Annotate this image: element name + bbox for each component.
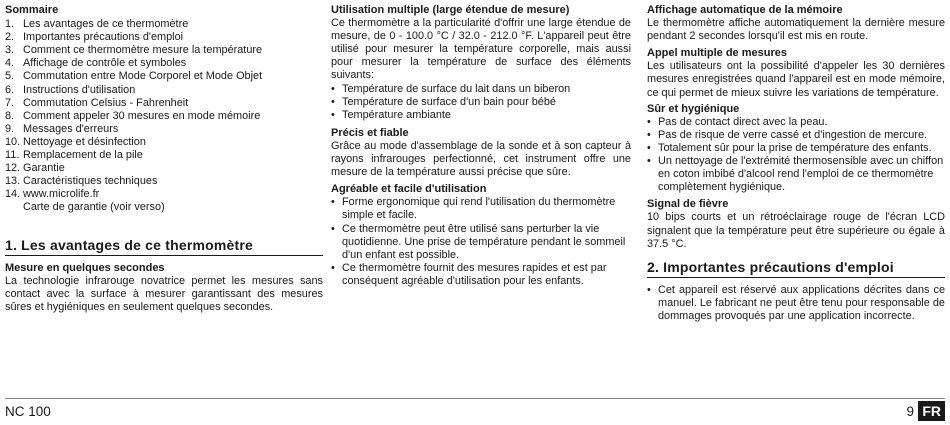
toc-item — [5, 188, 323, 201]
bullet-item: • Température de surface d'un bain pour bébé — [331, 96, 631, 109]
recall-text: Les utilisateurs ont la possibilité d'appeler les 30 dernières mesures enregistrées quand l'appareil est en mode mémoire, ce qui permet de mieux suivre les variations de température. — [647, 60, 945, 99]
column-left — [5, 4, 323, 314]
section-2-bullets — [647, 284, 945, 323]
toc-list — [5, 18, 323, 201]
multi-title: Utilisation multiple (large étendue de mesure) — [331, 4, 570, 16]
toc-item — [5, 136, 323, 149]
bullet-item: • Pas de contact direct avec la peau. — [647, 116, 945, 129]
toc-item-num: 1. — [5, 18, 15, 31]
bullet-item: • Pas de risque de verre cassé et d'ingestion de mercure. — [647, 129, 945, 142]
section-1-text: La technologie infrarouge novatrice permet les mesures sans contact avec la surface à mesurer garantissant des mesures sûres et hygiéniques en seulement quelques secondes. — [5, 274, 323, 313]
toc-item-num: 11. — [5, 149, 20, 162]
multi-text: Ce thermomètre a la particularité d'offrir une large étendue de mesure, de 0 - 100.0 °C / 32.0 - 212.0 °F. L'appareil peut être utilisé pour mesurer la température corporelle, mais aussi pour mesurer la température de surface des éléments suivants: — [331, 17, 631, 82]
section-1-subtitle: Mesure en quelques secondes — [5, 261, 165, 274]
bullet-item: • Forme ergonomique qui rend l'utilisation du thermomètre simple et facile. — [331, 196, 631, 222]
toc-item — [5, 57, 323, 70]
toc-item-label: Messages d'erreurs — [23, 122, 119, 135]
footer-model: NC 100 — [5, 404, 51, 419]
safe-title: Sûr et hygiénique — [647, 102, 740, 115]
bullet-item: • Un nettoyage de l'extrémité thermosensible avec un chiffon en coton imbibé d'alcool rend l'emploi de ce thermomètre complètement hygiénique. — [647, 155, 945, 194]
toc-item — [5, 110, 323, 123]
toc-item-label: Nettoyage et désinfection — [23, 135, 146, 148]
bullet-item: • Ce thermomètre peut être utilisé sans perturber la vie quotidienne. Une prise de température pendant le sommeil d'un enfant est possible. — [331, 223, 631, 262]
toc-item — [5, 70, 323, 83]
toc-item — [5, 149, 323, 162]
toc-item — [5, 97, 323, 110]
easy-bullets — [331, 196, 631, 288]
toc-item-label: Commutation Celsius - Fahrenheit — [23, 96, 189, 109]
autodisplay-text: Le thermomètre affiche automatiquement la dernière mesure pendant 2 secondes lorsqu'il est mis en route. — [647, 17, 945, 43]
column-middle — [331, 4, 631, 288]
toc-item — [5, 162, 323, 175]
toc-item-num: 14. — [5, 188, 21, 201]
column-right — [647, 4, 945, 323]
bullet-item: • Cet appareil est réservé aux applications décrites dans ce manuel. Le fabricant ne peut être tenu pour responsable de dommages provoqués par une application incorrecte. — [647, 284, 945, 323]
bullet-item: • Ce thermomètre fournit des mesures rapides et est par conséquent agréable d'utilisation pour les enfants. — [331, 262, 631, 288]
toc-item-num: 12. — [5, 162, 21, 175]
toc-item-label: Comment appeler 30 mesures en mode mémoire — [23, 109, 261, 122]
page-number: 9 — [906, 404, 914, 419]
toc-warranty-note: Carte de garantie (voir verso) — [23, 201, 165, 214]
toc-item — [5, 31, 323, 44]
toc-item-num: 8. — [5, 109, 15, 122]
multi-bullets — [331, 83, 631, 122]
bullet-item: • Température de surface du lait dans un biberon — [331, 83, 631, 96]
fever-title: Signal de fièvre — [647, 198, 729, 211]
section-1-heading: 1. Les avantages de ce thermomètre — [5, 239, 323, 256]
toc-item-label: Caractéristiques techniques — [23, 175, 158, 188]
toc-item — [5, 123, 323, 136]
toc-item-label: Importantes précautions d'emploi — [23, 31, 184, 44]
toc-item-num: 4. — [5, 57, 15, 70]
toc-item — [5, 44, 323, 57]
toc-item-num: 6. — [5, 83, 15, 96]
toc-item — [5, 18, 323, 31]
toc-item-label: www.microlife.fr — [23, 188, 100, 201]
toc-item-num: 2. — [5, 31, 15, 44]
toc-item-label: Comment ce thermomètre mesure la température — [23, 44, 263, 57]
toc-item-label: Instructions d'utilisation — [23, 83, 136, 96]
toc-item-num: 3. — [5, 44, 15, 57]
toc-item-num: 5. — [5, 70, 15, 83]
toc-item-label: Commutation entre Mode Corporel et Mode Objet — [23, 70, 263, 83]
recall-title: Appel multiple de mesures — [647, 47, 787, 60]
toc-item-label: Remplacement de la pile — [23, 149, 143, 162]
toc-item-label: Garantie — [23, 162, 65, 175]
toc-title: Sommaire — [5, 4, 59, 16]
fever-text: 10 bips courts et un rétroéclairage rouge de l'écran LCD signalent que la température peut être supérieure ou égale à 37.5 °C. — [647, 211, 945, 250]
toc-item — [5, 84, 323, 97]
language-badge: FR — [918, 401, 945, 421]
easy-title: Agréable et facile d'utilisation — [331, 183, 487, 196]
precise-title: Précis et fiable — [331, 126, 409, 139]
autodisplay-title: Affichage automatique de la mémoire — [647, 4, 843, 16]
precise-text: Grâce au mode d'assemblage de la sonde et à son capteur à rayons infrarouges perfectionné, cet instrument offre une mesure de la température aussi précise que sûre. — [331, 139, 631, 179]
toc-item — [5, 175, 323, 188]
toc-item-num: 9. — [5, 122, 15, 135]
footer-divider — [5, 398, 945, 399]
toc-item-label: Les avantages de ce thermomètre — [23, 18, 189, 31]
toc-item-num: 7. — [5, 96, 15, 109]
toc-item-num: 13. — [5, 175, 21, 188]
bullet-item: • Température ambiante — [331, 109, 631, 122]
toc-item-label: Affichage de contrôle et symboles — [23, 57, 187, 70]
section-2-heading: 2. Importantes précautions d'emploi — [647, 261, 945, 278]
safe-bullets — [647, 116, 945, 195]
bullet-item: • Totalement sûr pour la prise de température des enfants. — [647, 142, 945, 155]
toc-item-num: 10. — [5, 135, 21, 148]
